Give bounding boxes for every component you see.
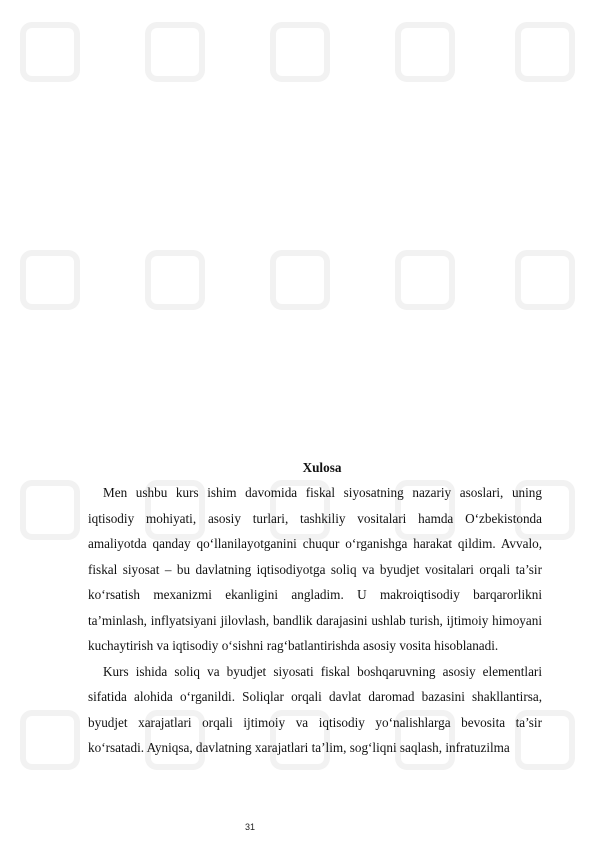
- document-body: [88, 455, 542, 761]
- watermark-logo-icon: [20, 250, 80, 310]
- paragraph-2: Kurs ishida soliq va byudjet siyosati fiskal boshqaruvning asosiy elementlari sifatida alohida o‘rganildi. Soliqlar orqali davlat daromad bazasini shakllantirsa, byudjet xarajatlari orqali ijtimoiy va iqtisodiy yo‘nalishlarga bevosita ta’sir ko‘rsatadi. Ayniqsa, davlatning xarajatlari ta’lim, sog‘liqni saqlash, infratuzilma: [88, 663, 542, 755]
- watermark-logo-icon: [270, 22, 330, 82]
- watermark-logo-icon: [395, 22, 455, 82]
- watermark-logo-icon: [20, 22, 80, 82]
- watermark-logo-icon: [515, 22, 575, 82]
- watermark-logo-icon: [20, 710, 80, 770]
- watermark-logo-icon: [145, 250, 205, 310]
- watermark-logo-icon: [20, 480, 80, 540]
- watermark-logo-icon: [515, 250, 575, 310]
- paragraph-1: Men ushbu kurs ishim davomida fiskal siyosatning nazariy asoslari, uning iqtisodiy mohiyati, asosiy turlari, tashkiliy vositalari hamda O‘zbekistonda amaliyotda qanday qo‘llanilayotganini chuqur o‘rganishga harakat qildim. Avvalo, fiskal siyosat – bu davlatning iqtisodiyotga soliq va byudjet vositalari orqali ta’sir ko‘rsatish mexanizmi ekanligini angladim. U makroiqtisodiy barqarorlikni ta’minlash, inflyatsiyani jilovlash, bandlik darajasini ushlab turish, ijtimoiy himoyani kuchaytirish va iqtisodiy o‘sishni rag‘batlantirishda asosiy vosita hisoblanadi.: [88, 485, 542, 653]
- watermark-logo-icon: [270, 250, 330, 310]
- page-title: Xulosa: [302, 460, 342, 475]
- watermark-logo-icon: [145, 22, 205, 82]
- page-number: 31: [245, 822, 256, 832]
- watermark-logo-icon: [395, 250, 455, 310]
